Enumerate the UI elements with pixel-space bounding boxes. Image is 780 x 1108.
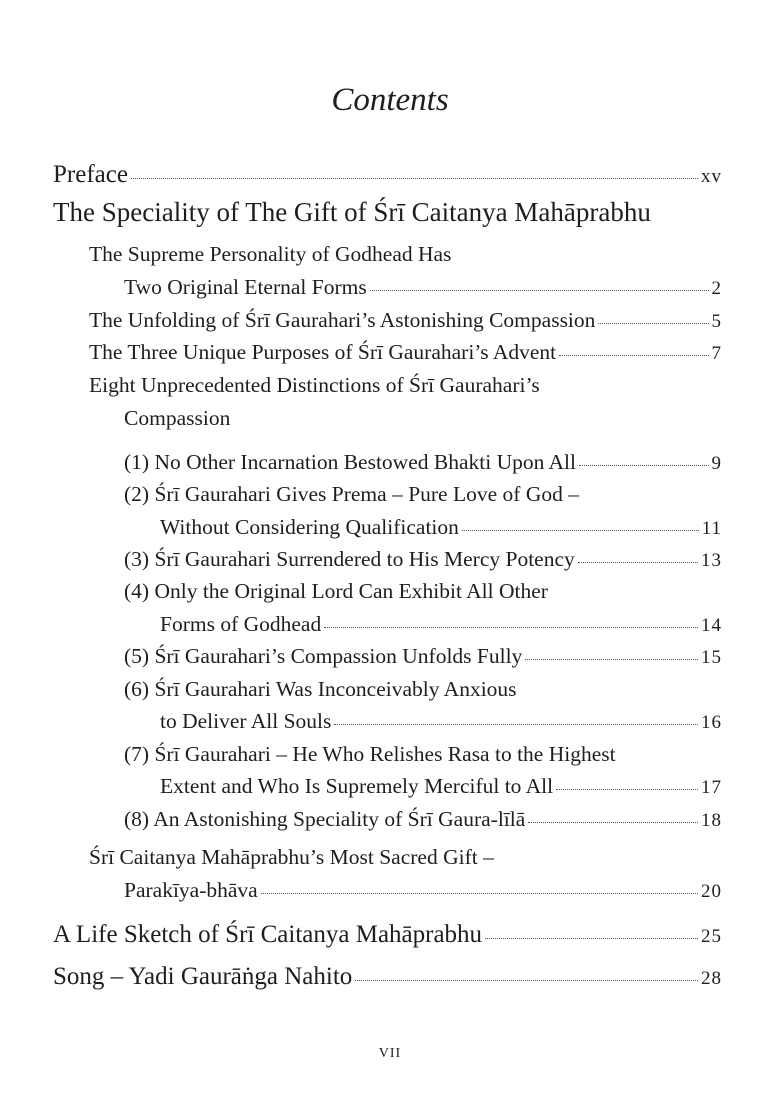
page-number: 9 [711, 453, 722, 474]
page-number: 14 [701, 615, 722, 636]
toc-entry-eight-line1[interactable] [89, 375, 540, 397]
toc-entry-three-purposes[interactable] [89, 342, 722, 364]
leader-dots [485, 938, 698, 939]
toc-entry-distinction-7-line1[interactable] [124, 744, 616, 766]
page-number: 25 [701, 926, 722, 947]
toc-section-speciality[interactable] [53, 199, 651, 226]
leader-dots [556, 789, 698, 790]
toc-entry-distinction-1[interactable] [124, 452, 722, 474]
entry-title: Preface [53, 161, 128, 188]
entry-title: Extent and Who Is Supremely Merciful to All [160, 774, 554, 798]
toc-entry-supreme-line1[interactable] [89, 244, 451, 266]
page-number: 18 [701, 810, 722, 831]
page-number: 16 [701, 712, 722, 733]
toc-entry-distinction-7-line2[interactable] [160, 776, 722, 798]
entry-title: (7) Śrī Gaurahari – He Who Relishes Rasa to the Highest [124, 742, 616, 766]
leader-dots [579, 465, 708, 466]
toc-entry-distinction-6-line2[interactable] [160, 711, 722, 733]
toc-entry-eight-line2[interactable] [124, 408, 230, 430]
entry-title: (4) Only the Original Lord Can Exhibit All Other [124, 579, 548, 603]
entry-title: Forms of Godhead [160, 612, 322, 636]
entry-title: A Life Sketch of Śrī Caitanya Mahāprabhu [53, 921, 483, 948]
leader-dots [598, 323, 708, 324]
page-number: 5 [711, 311, 722, 332]
leader-dots [578, 562, 698, 563]
page-number: 28 [701, 968, 722, 989]
entry-title: (8) An Astonishing Speciality of Śrī Gaura-līlā [124, 807, 526, 831]
entry-title: The Three Unique Purposes of Śrī Gaurahari’s Advent [89, 340, 557, 364]
entry-title: Without Considering Qualification [160, 515, 459, 539]
leader-dots [324, 627, 698, 628]
entry-title: Parakīya-bhāva [124, 878, 258, 902]
toc-entry-distinction-4-line2[interactable] [160, 614, 722, 636]
page-number: 11 [701, 518, 722, 539]
entry-title: Two Original Eternal Forms [124, 275, 367, 299]
toc-entry-unfolding[interactable] [89, 310, 722, 332]
toc-entry-distinction-2-line1[interactable] [124, 484, 579, 506]
entry-title: Eight Unprecedented Distinctions of Śrī Gaurahari’s [89, 373, 540, 397]
page-number: xv [701, 166, 722, 187]
page-title: Contents [331, 82, 449, 118]
entry-title: (5) Śrī Gaurahari’s Compassion Unfolds Fully [124, 644, 523, 668]
toc-entry-distinction-3[interactable] [124, 549, 722, 571]
toc-entry-distinction-8[interactable] [124, 809, 722, 831]
toc-entry-supreme-line2[interactable] [124, 277, 722, 299]
leader-dots [355, 980, 698, 981]
entry-title: (2) Śrī Gaurahari Gives Prema – Pure Love of God – [124, 482, 579, 506]
entry-title: (6) Śrī Gaurahari Was Inconceivably Anxious [124, 677, 517, 701]
page-number: 15 [701, 647, 722, 668]
leader-dots [559, 355, 708, 356]
toc-entry-distinction-4-line1[interactable] [124, 581, 548, 603]
leader-dots [334, 724, 698, 725]
entry-title: Compassion [124, 406, 231, 430]
toc-entry-sacred-gift-line2[interactable] [124, 880, 722, 902]
entry-title: The Supreme Personality of Godhead Has [89, 242, 452, 266]
leader-dots [462, 530, 699, 531]
page-number: 2 [711, 278, 722, 299]
leader-dots [370, 290, 709, 291]
entry-title: The Unfolding of Śrī Gaurahari’s Astonishing Compassion [89, 308, 596, 332]
toc-entry-sacred-gift-line1[interactable] [89, 847, 494, 869]
entry-title: (3) Śrī Gaurahari Surrendered to His Mercy Potency [124, 547, 575, 571]
page-folio: VII [378, 1046, 402, 1061]
toc-entry-life-sketch[interactable] [53, 922, 722, 947]
entry-title: to Deliver All Souls [160, 709, 332, 733]
leader-dots [261, 893, 698, 894]
leader-dots [528, 822, 698, 823]
toc-entry-distinction-5[interactable] [124, 646, 722, 668]
leader-dots [131, 178, 698, 179]
entry-title: The Speciality of The Gift of Śrī Caitanya Mahāprabhu [53, 197, 651, 227]
page-number: 13 [701, 550, 722, 571]
toc-entry-song[interactable] [53, 964, 722, 989]
leader-dots [525, 659, 698, 660]
page-number: 17 [701, 777, 722, 798]
toc-entry-distinction-6-line1[interactable] [124, 679, 517, 701]
toc-entry-preface[interactable] [53, 162, 722, 187]
page-number: 20 [701, 881, 722, 902]
page-number: 7 [711, 343, 722, 364]
entry-title: Śrī Caitanya Mahāprabhu’s Most Sacred Gift – [89, 845, 494, 869]
entry-title: Song – Yadi Gaurāṅga Nahito [53, 963, 353, 990]
toc-entry-distinction-2-line2[interactable] [160, 517, 722, 539]
entry-title: (1) No Other Incarnation Bestowed Bhakti Upon All [124, 450, 577, 474]
